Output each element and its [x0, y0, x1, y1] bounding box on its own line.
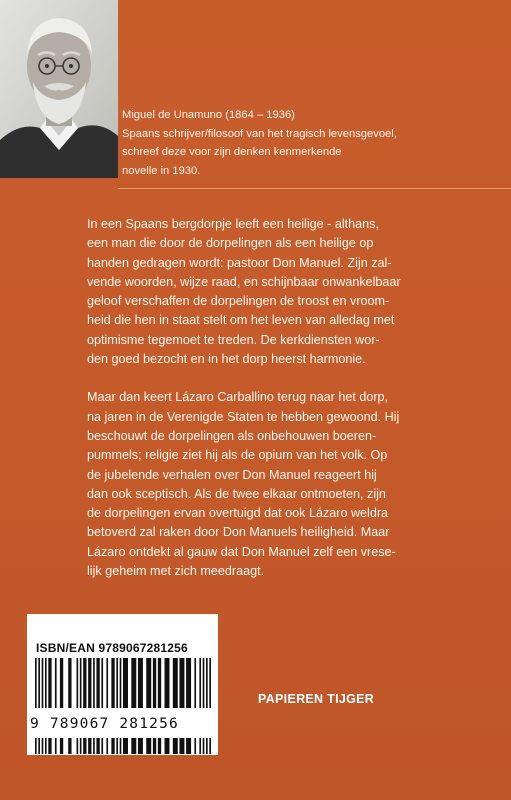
blurb-line: In een Spaans bergdorpje leeft een heilige - althans,	[87, 217, 379, 231]
blurb-line: betoverd zal raken door Don Manuels heiligheid. Maar	[87, 525, 390, 540]
author-portrait	[0, 0, 118, 178]
barcode-bar	[146, 658, 151, 754]
barcode-bar	[138, 658, 143, 754]
barcode-bar	[186, 658, 191, 754]
blurb-line: heid die hen in staat stelt om het leven van alledag met	[87, 313, 395, 328]
blurb-line: optimisme tegemoet te treden. De kerkdiensten wor-	[87, 332, 380, 347]
blurb-line: na jaren in de Verenigde Staten te hebben gewoond. Hij	[87, 409, 400, 424]
blurb-line: vende woorden, wijze raad, en schijnbaar onwankelbaar	[87, 274, 401, 289]
barcode-bar	[35, 658, 37, 754]
barcode-bars	[35, 658, 211, 754]
blurb-line: een man die door de dorpelingen als een heilige op	[87, 236, 374, 251]
barcode-bar	[209, 658, 211, 754]
barcode-bar	[158, 658, 161, 754]
blurb-paragraph-1	[87, 215, 417, 369]
barcode-bar	[116, 658, 118, 754]
barcode-bar	[123, 658, 128, 754]
barcode-bar	[38, 658, 40, 754]
blurb-line: beschouwt de dorpelingen als onbehouwen boeren-	[87, 428, 377, 443]
barcode-bar	[199, 658, 201, 754]
barcode-bar	[68, 658, 71, 754]
author-bio-line: Miguel de Unamuno (1864 – 1936)	[122, 109, 295, 121]
author-bio-line: schreef deze voor zijn denken kenmerkende	[122, 146, 342, 158]
barcode-bar	[88, 658, 91, 754]
barcode-bar	[173, 658, 178, 754]
author-bio-line: novelle in 1930.	[122, 164, 201, 177]
barcode-bar	[206, 658, 208, 754]
author-bio-line: Spaans schrijver/filosoof van het tragisch levensgevoel,	[122, 127, 397, 140]
barcode-bar	[83, 658, 86, 754]
barcode-bar	[80, 658, 82, 754]
barcode-bar	[153, 658, 156, 754]
blurb-paragraph-2	[87, 388, 417, 581]
barcode-panel	[27, 614, 218, 755]
barcode-bar	[93, 658, 95, 754]
barcode-bar	[120, 658, 122, 754]
barcode-bar	[60, 658, 63, 754]
blurb-line: Maar dan keert Lázaro Carballino terug naar het dorp,	[87, 390, 389, 405]
barcode-digits: 9 789067 281256	[27, 708, 218, 738]
author-bio	[122, 106, 502, 180]
barcode-bar	[165, 658, 170, 754]
isbn-label: ISBN/EAN 9789067281256	[36, 641, 188, 655]
barcode-bar	[106, 658, 108, 754]
blurb-line: dan ook sceptisch. Als de twee elkaar ontmoeten, zijn	[87, 486, 386, 501]
barcode-bar	[55, 658, 57, 754]
blurb-line: de jubelende verhalen over Don Manuel reageert hij	[87, 467, 377, 482]
barcode-bar	[131, 658, 136, 754]
barcode-bar	[179, 658, 184, 754]
barcode-bar	[111, 658, 114, 754]
blurb-line: geloof verschaffen de dorpelingen de troost en vroom-	[87, 294, 390, 309]
blurb-line: lijk geheim met zich meedraagt.	[87, 564, 265, 579]
barcode-bar	[96, 658, 99, 754]
barcode-bar	[42, 658, 44, 754]
blurb-line: handen gedragen wordt: pastoor Don Manuel. Zijn zal-	[87, 255, 392, 270]
divider-line	[118, 188, 511, 189]
barcode-bar	[203, 658, 205, 754]
book-blurb	[87, 215, 417, 600]
publisher-name: PAPIEREN TIJGER	[258, 692, 375, 706]
blurb-line: pummels; religie ziet hij als de opium van het volk. Op	[87, 448, 388, 463]
barcode-bar	[45, 658, 47, 754]
barcode-bar	[194, 658, 196, 754]
blurb-line: den goed bezocht en in het dorp heerst harmonie.	[87, 352, 366, 367]
blurb-line: de dorpelingen ervan overtuigd dat ook Lázaro weldra	[87, 506, 389, 521]
barcode-bar	[101, 658, 103, 754]
barcode-bar	[77, 658, 79, 754]
blurb-line: Lázaro ontdekt al gauw dat Don Manuel zelf een vrese-	[87, 544, 396, 559]
barcode-bar	[48, 658, 51, 754]
